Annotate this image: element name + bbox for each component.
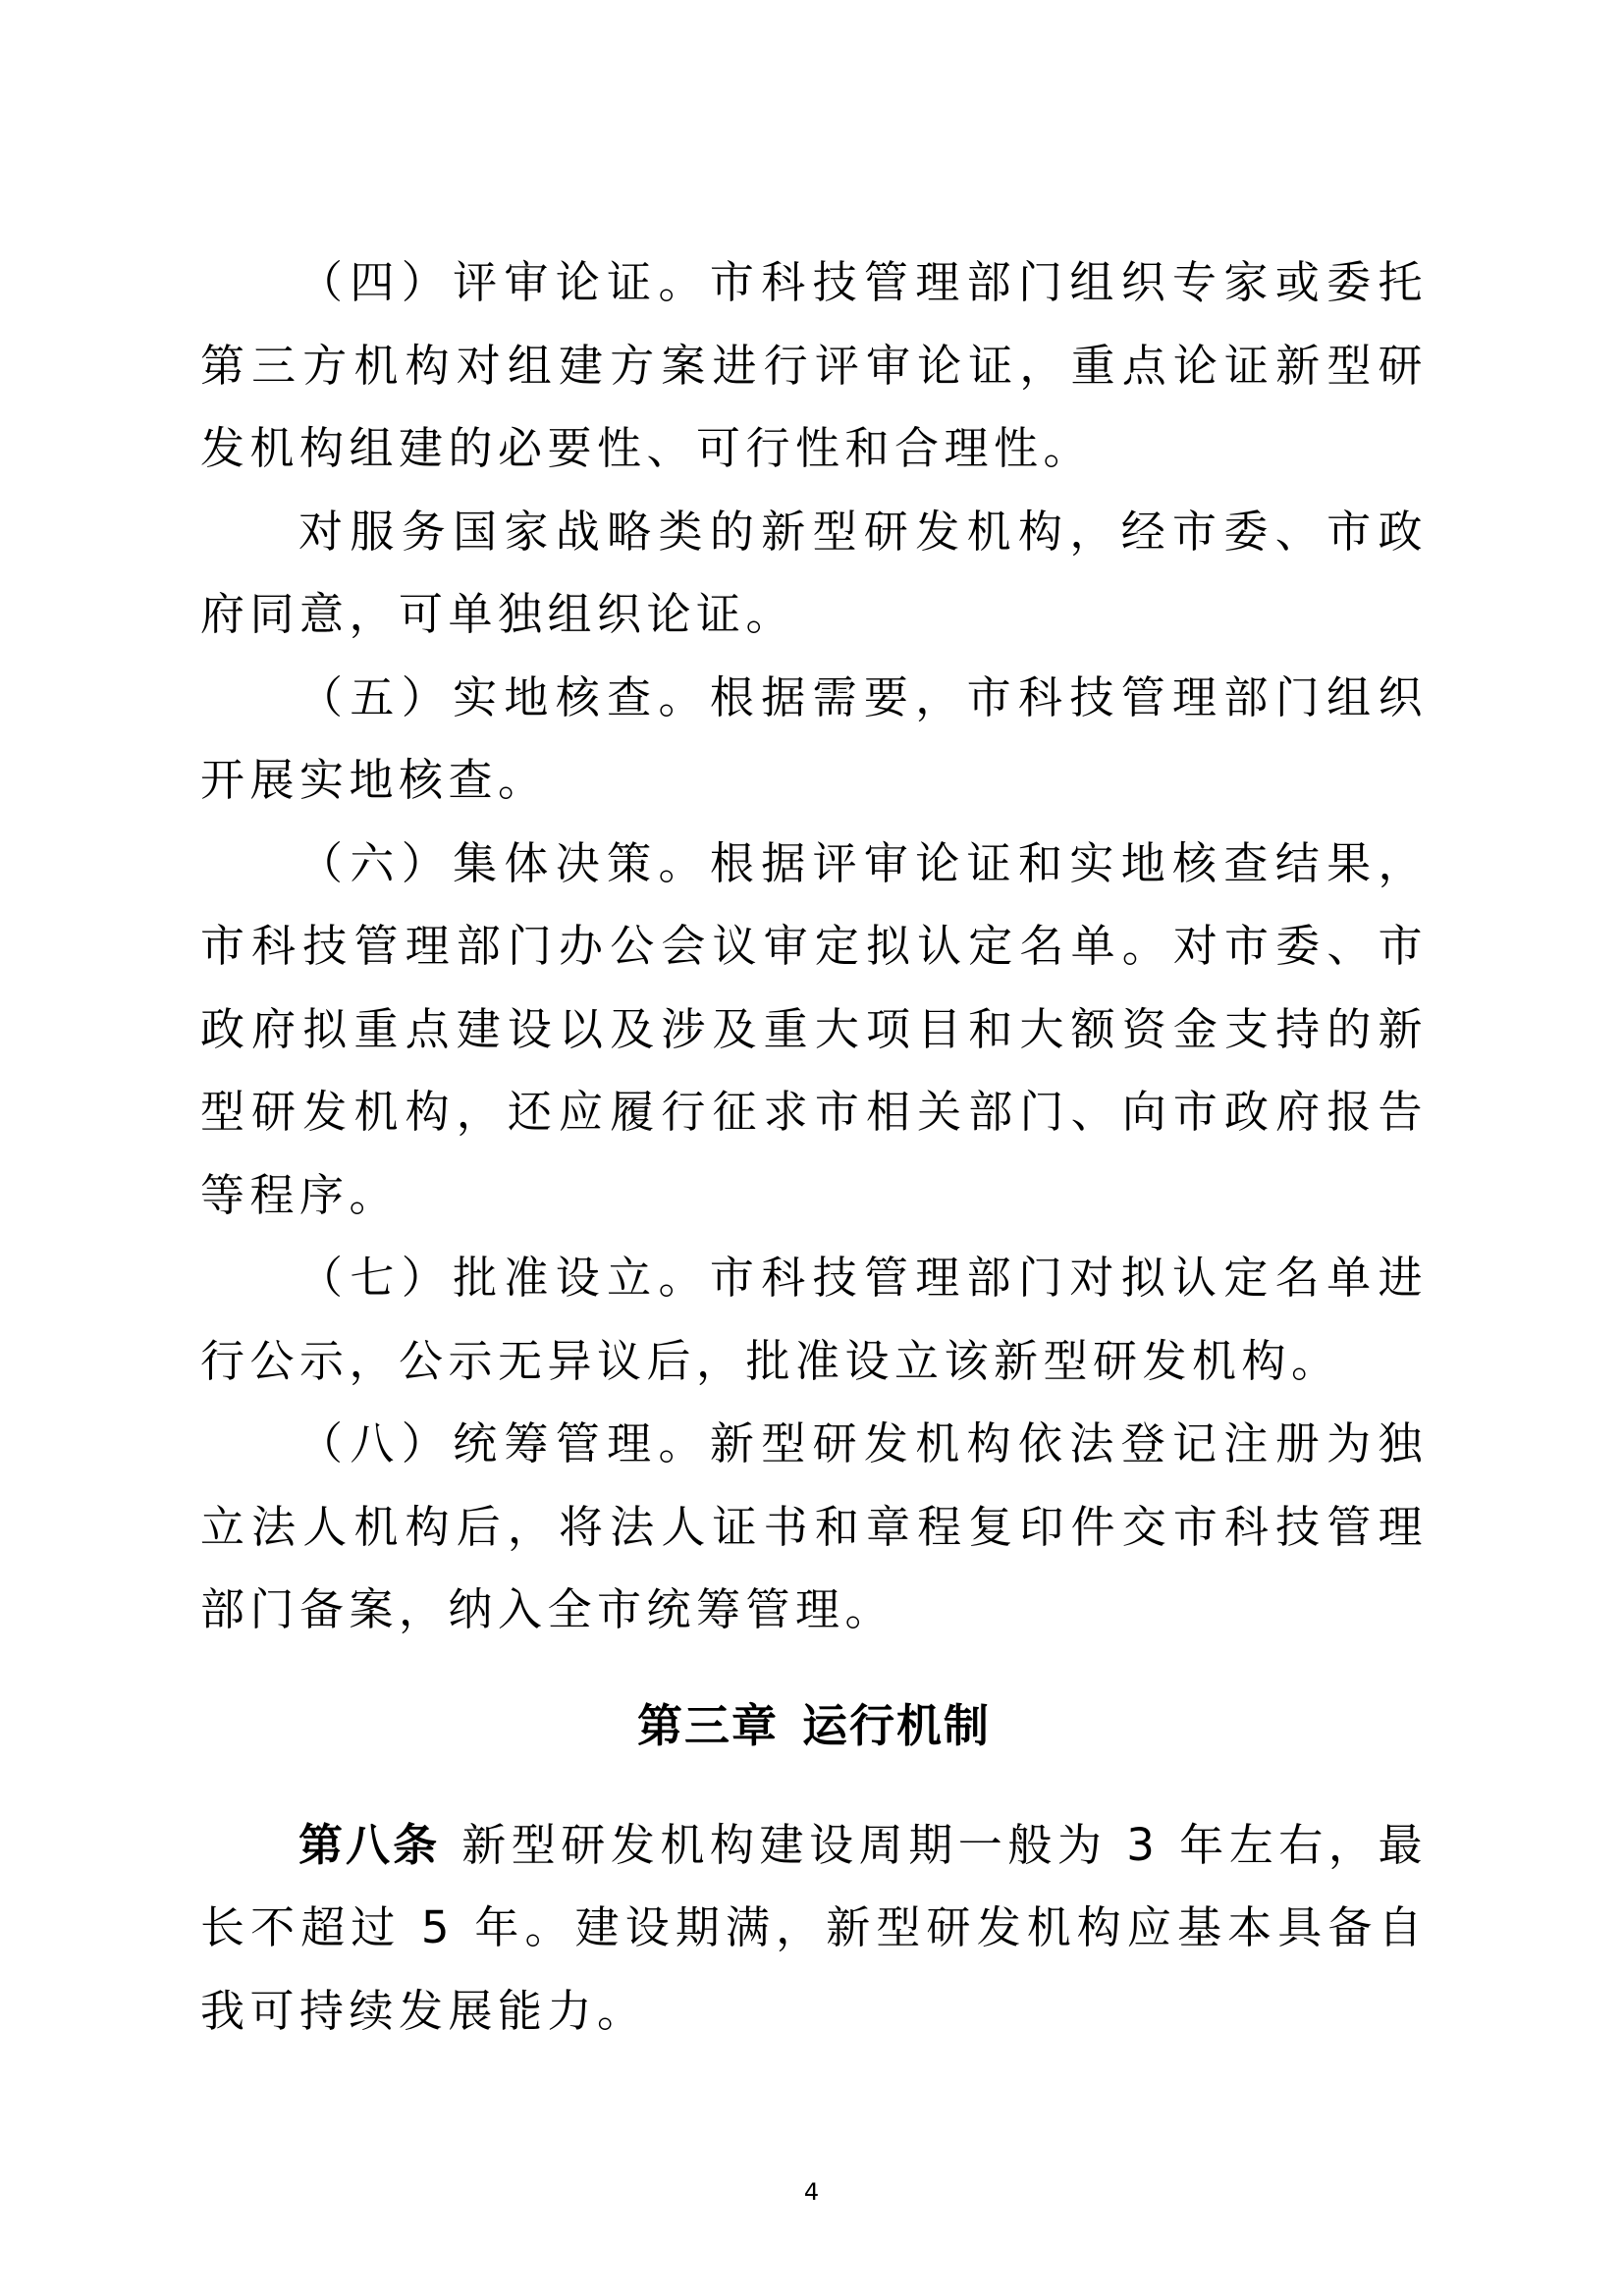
paragraph-collective-decision: （六）集体决策。根据评审论证和实地核查结果，市科技管理部门办公会议审定拟认定名单。对市委、市政府拟重点建设以及涉及重大项目和大额资金支持的新型研发机构，还应履行征求市相关部门、向市政府报告等程序。 bbox=[200, 836, 1428, 1221]
paragraph-overall-management: （八）统筹管理。新型研发机构依法登记注册为独立法人机构后，将法人证书和章程复印件交市科技管理部门备案，纳入全市统筹管理。 bbox=[200, 1417, 1428, 1635]
paragraph-review-demonstration: （四）评审论证。市科技管理部门组织专家或委托第三方机构对组建方案进行评审论证，重点论证新型研发机构组建的必要性、可行性和合理性。 bbox=[200, 256, 1428, 474]
paragraph-approval: （七）批准设立。市科技管理部门对拟认定名单进行公示，公示无异议后，批准设立该新型研发机构。 bbox=[200, 1252, 1428, 1387]
chapter-heading bbox=[200, 1652, 1428, 1804]
article-eight bbox=[200, 1804, 1428, 2054]
article-label: 第八条 bbox=[298, 1818, 441, 1871]
document-body bbox=[200, 241, 1428, 2053]
page-number: 4 bbox=[803, 2178, 820, 2206]
paragraph-national-strategy: 对服务国家战略类的新型研发机构，经市委、市政府同意，可单独组织论证。 bbox=[200, 505, 1428, 640]
paragraph-site-inspection: （五）实地核查。根据需要，市科技管理部门组织开展实地核查。 bbox=[200, 670, 1428, 806]
chapter-title-text: 运行机制 bbox=[802, 1698, 991, 1752]
article-text: 新型研发机构建设周期一般为 3 年左右，最长不超过 5 年。建设期满，新型研发机构应基本具备自我可持续发展能力。 bbox=[200, 1818, 1428, 2037]
chapter-number: 第三章 bbox=[637, 1698, 779, 1752]
